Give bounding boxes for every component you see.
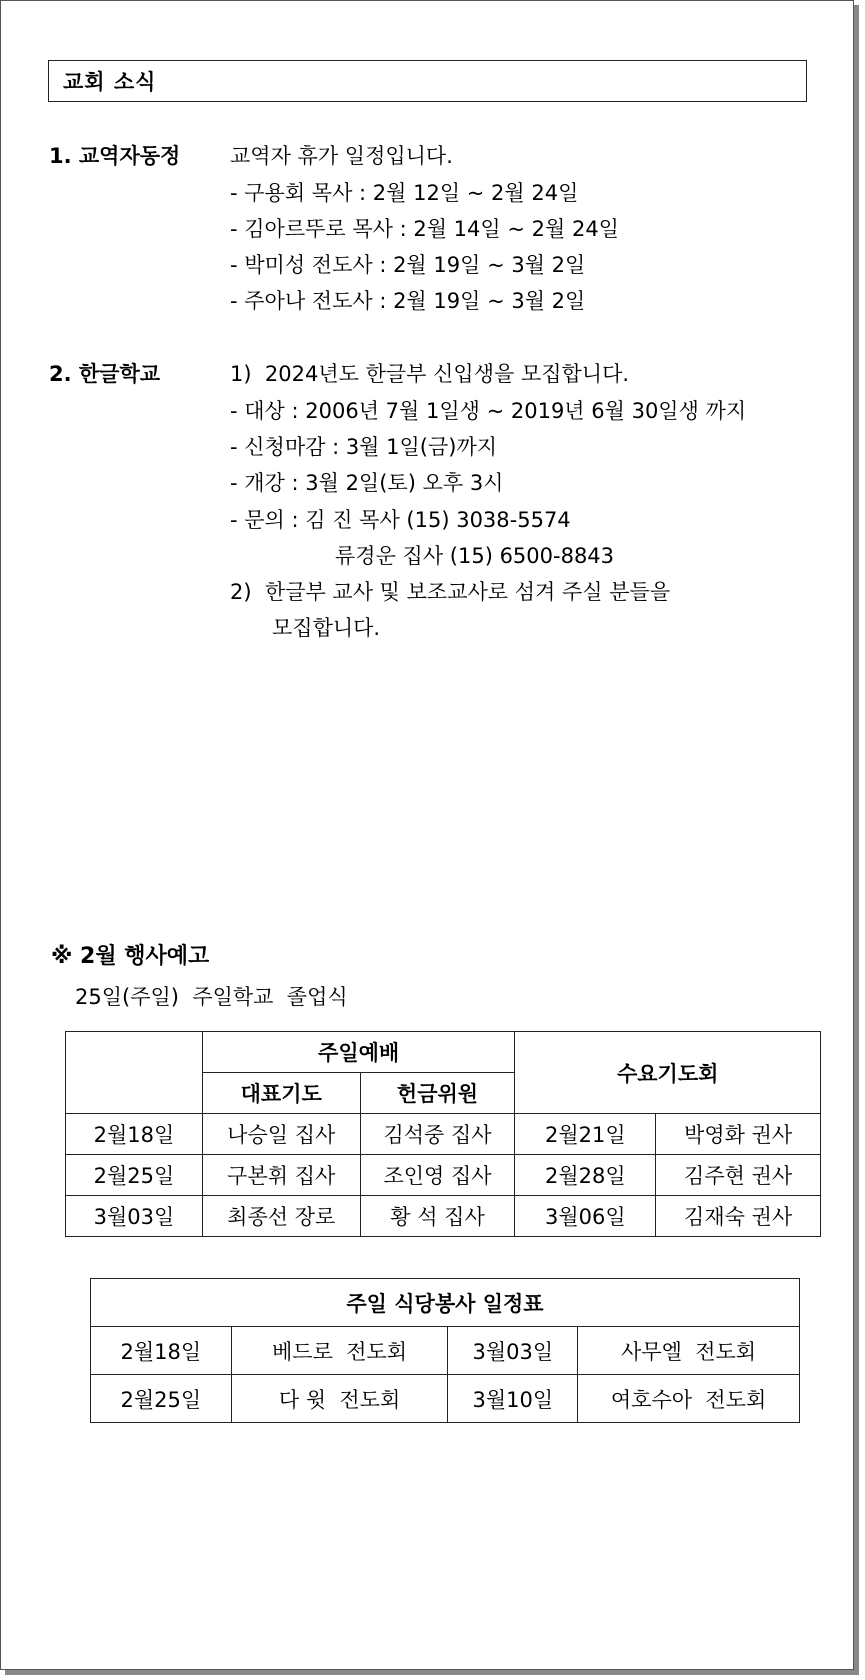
table-cell: 2월25일 [66, 1155, 203, 1196]
school-line: - 신청마감 : 3월 1일(금)까지 [230, 435, 498, 459]
table-row [91, 1327, 800, 1375]
table-cell: 조인영 집사 [360, 1155, 515, 1196]
table-cell: 3월10일 [448, 1375, 578, 1423]
table-cell: 박영화 권사 [656, 1114, 821, 1155]
sunday-worship-header: 주일예배 [202, 1032, 515, 1073]
table-row [66, 1114, 821, 1155]
events-line: 25일(주일) 주일학교 졸업식 [75, 985, 348, 1009]
table-cell: 사무엘 전도회 [578, 1327, 800, 1375]
table-cell: 김재숙 권사 [656, 1196, 821, 1237]
table-cell: 여호수아 전도회 [578, 1375, 800, 1423]
section-title-korean-school: 2. 한글학교 [49, 362, 161, 386]
table-cell: 3월06일 [515, 1196, 656, 1237]
table-cell: 베드로 전도회 [231, 1327, 448, 1375]
meal-service-table [90, 1278, 800, 1423]
wednesday-prayer-header: 수요기도회 [515, 1032, 821, 1114]
section-title-staff: 1. 교역자동정 [49, 144, 181, 168]
school-line: - 개강 : 3월 2일(토) 오후 3시 [230, 471, 504, 495]
table-cell: 다 윗 전도회 [231, 1375, 448, 1423]
table-cell: 김주현 권사 [656, 1155, 821, 1196]
table-cell: 김석중 집사 [360, 1114, 515, 1155]
table-cell: 2월28일 [515, 1155, 656, 1196]
staff-intro: 교역자 휴가 일정입니다. [230, 144, 453, 168]
offering-committee-header: 헌금위원 [360, 1073, 515, 1114]
staff-line: - 김아르뚜로 목사 : 2월 14일 ~ 2월 24일 [230, 217, 619, 241]
page-title: 교회 소식 [48, 60, 807, 102]
table-cell: 황 석 집사 [360, 1196, 515, 1237]
table-cell: 최종선 장로 [202, 1196, 360, 1237]
representative-prayer-header: 대표기도 [202, 1073, 360, 1114]
table-cell: 2월18일 [66, 1114, 203, 1155]
events-title: ※ 2월 행사예고 [51, 944, 210, 969]
table-cell: 2월21일 [515, 1114, 656, 1155]
empty-header-cell [66, 1032, 203, 1114]
school-line: 류경운 집사 (15) 6500-8843 [335, 544, 615, 568]
school-line: 2) 한글부 교사 및 보조교사로 섬겨 주실 분들을 [230, 580, 671, 604]
table-cell: 2월25일 [91, 1375, 232, 1423]
meal-table-title: 주일 식당봉사 일정표 [91, 1279, 800, 1327]
worship-schedule-table [65, 1031, 821, 1237]
table-row [66, 1155, 821, 1196]
school-line: 1) 2024년도 한글부 신입생을 모집합니다. [230, 362, 630, 386]
staff-line: - 주아나 전도사 : 2월 19일 ~ 3월 2일 [230, 289, 586, 313]
table-row [91, 1375, 800, 1423]
school-line: - 문의 : 김 진 목사 (15) 3038-5574 [230, 508, 571, 532]
table-cell: 구본휘 집사 [202, 1155, 360, 1196]
table-row [66, 1196, 821, 1237]
staff-line: - 구용회 목사 : 2월 12일 ~ 2월 24일 [230, 181, 579, 205]
school-line: - 대상 : 2006년 7월 1일생 ~ 2019년 6월 30일생 까지 [230, 399, 747, 423]
table-cell: 2월18일 [91, 1327, 232, 1375]
table-cell: 3월03일 [448, 1327, 578, 1375]
table-cell: 나승일 집사 [202, 1114, 360, 1155]
staff-line: - 박미성 전도사 : 2월 19일 ~ 3월 2일 [230, 253, 586, 277]
table-cell: 3월03일 [66, 1196, 203, 1237]
school-line: 모집합니다. [272, 616, 381, 640]
